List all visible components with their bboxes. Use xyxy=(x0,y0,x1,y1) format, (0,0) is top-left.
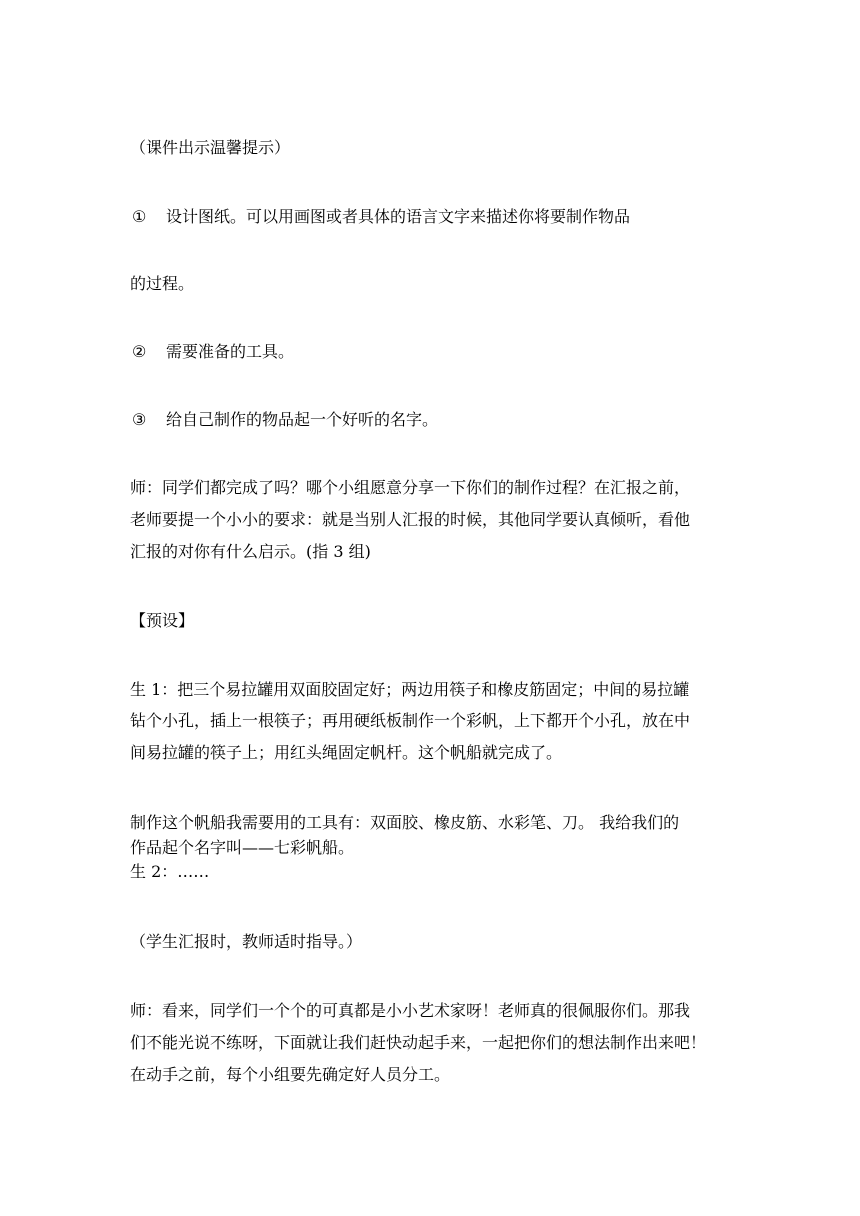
teacher-guidance: （学生汇报时，教师适时指导。） xyxy=(130,932,363,951)
step-2-marker: ② xyxy=(132,342,147,361)
step-1-text: 设计图纸。可以用画图或者具体的语言文字来描述你将要制作物品 xyxy=(166,207,631,226)
teacher-closing-line-1: 师：看来，同学们一个个的可真都是小小艺术家呀！老师真的很佩服你们。那我 xyxy=(130,1001,691,1020)
teacher-question-line-3: 汇报的对你有什么启示。(指 3 组) xyxy=(130,542,371,561)
step-3-text: 给自己制作的物品起一个好听的名字。 xyxy=(166,410,439,429)
step-3 xyxy=(132,410,438,430)
student-1-line-3: 间易拉罐的筷子上；用红头绳固定帆杆。这个帆船就完成了。 xyxy=(130,743,563,762)
tools-line-1: 制作这个帆船我需要用的工具有：双面胶、橡皮筋、水彩笔、刀。 我给我们的 xyxy=(130,813,680,832)
step-1-line-2: 的过程。 xyxy=(130,274,195,293)
step-1-line-1 xyxy=(132,207,630,227)
tools-line-2: 作品起个名字叫——七彩帆船。 xyxy=(130,838,355,857)
student-1-line-1: 生 1：把三个易拉罐用双面胶固定好；两边用筷子和橡皮筋固定；中间的易拉罐 xyxy=(130,680,690,699)
student-1-line-2: 钻个小孔，插上一根筷子；再用硬纸板制作一个彩帆，上下都开个小孔，放在中 xyxy=(130,711,691,730)
step-2 xyxy=(132,342,294,362)
student-2: 生 2：…… xyxy=(130,862,210,881)
step-3-marker: ③ xyxy=(132,410,147,429)
teacher-closing-line-3: 在动手之前，每个小组要先确定好人员分工。 xyxy=(130,1065,451,1084)
teacher-question-line-1: 师：同学们都完成了吗？哪个小组愿意分享一下你们的制作过程？在汇报之前， xyxy=(130,478,691,497)
teacher-closing-line-2: 们不能光说不练呀，下面就让我们赶快动起手来，一起把你们的想法制作出来吧！ xyxy=(130,1033,707,1052)
tip-heading: （课件出示温馨提示） xyxy=(130,138,291,157)
step-2-text: 需要准备的工具。 xyxy=(166,342,295,361)
step-1-marker: ① xyxy=(132,207,147,226)
preset-heading: 【预设】 xyxy=(130,611,195,630)
teacher-question-line-2: 老师要提一个小小的要求：就是当别人汇报的时候，其他同学要认真倾听，看他 xyxy=(130,510,691,529)
